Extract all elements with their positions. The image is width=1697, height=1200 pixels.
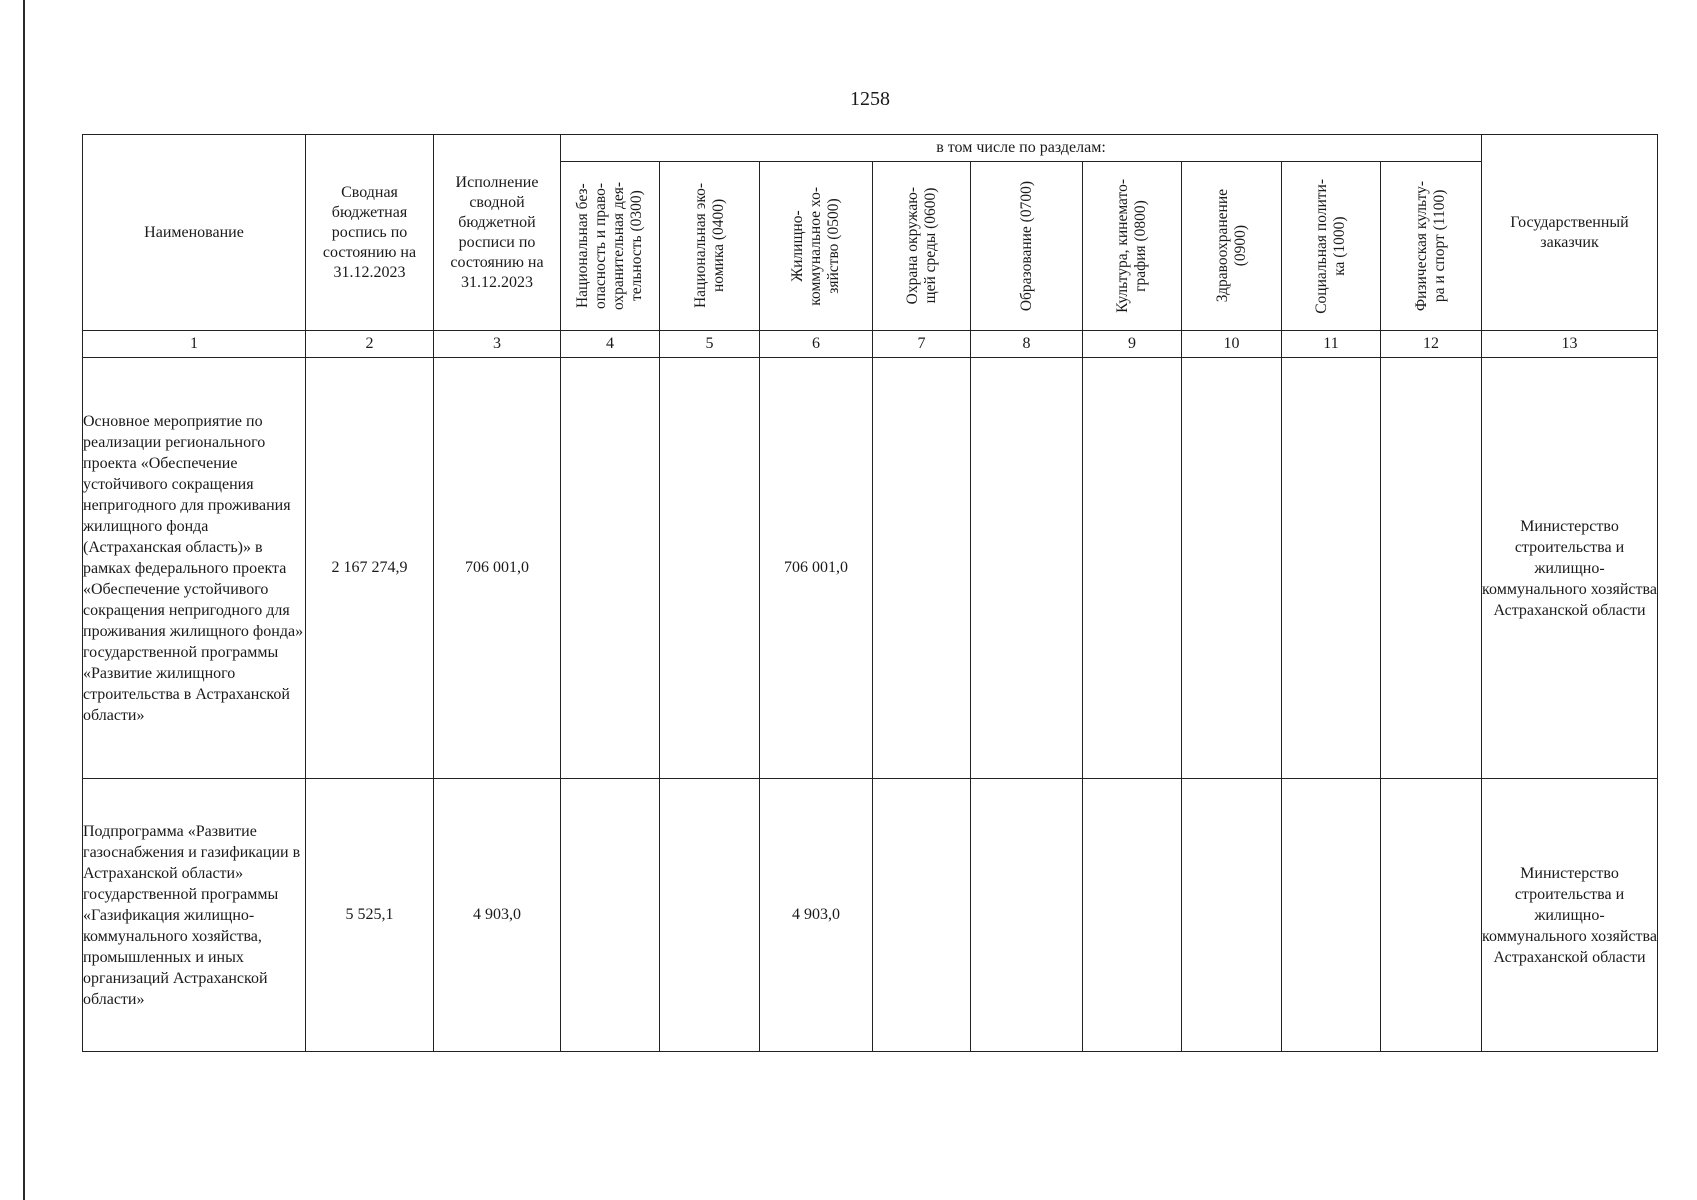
header-section-0600: Охрана окружаю- щей среды (0600) bbox=[873, 162, 971, 331]
header-section-0800: Культура, кинемато- графия (0800) bbox=[1083, 162, 1182, 331]
column-number: 11 bbox=[1282, 331, 1381, 358]
row-section-0400 bbox=[660, 779, 760, 1052]
column-number: 8 bbox=[971, 331, 1083, 358]
header-section-0300: Национальная без- опасность и право- охранительная дея- тельность (0300) bbox=[561, 162, 660, 331]
row-section-1100 bbox=[1381, 779, 1482, 1052]
row-section-0500: 4 903,0 bbox=[760, 779, 873, 1052]
row-section-0700 bbox=[971, 358, 1083, 779]
row-consolidated: 5 525,1 bbox=[306, 779, 434, 1052]
row-section-1000 bbox=[1282, 779, 1381, 1052]
row-customer: Министерство строительства и жилищно-коммунального хозяйства Астраханской области bbox=[1482, 779, 1658, 1052]
column-number: 6 bbox=[760, 331, 873, 358]
row-section-0300 bbox=[561, 358, 660, 779]
row-section-0400 bbox=[660, 358, 760, 779]
row-section-0500: 706 001,0 bbox=[760, 358, 873, 779]
header-section-1000: Социальная полити- ка (1000) bbox=[1282, 162, 1381, 331]
row-section-0300 bbox=[561, 779, 660, 1052]
row-section-0600 bbox=[873, 358, 971, 779]
row-section-1100 bbox=[1381, 358, 1482, 779]
header-execution: Исполнение сводной бюджетной росписи по состоянию на 31.12.2023 bbox=[434, 135, 561, 331]
table-row bbox=[83, 358, 1658, 779]
row-section-0800 bbox=[1083, 779, 1182, 1052]
row-section-0600 bbox=[873, 779, 971, 1052]
row-consolidated: 2 167 274,9 bbox=[306, 358, 434, 779]
column-number: 1 bbox=[83, 331, 306, 358]
page-number: 1258 bbox=[850, 88, 890, 110]
row-section-0900 bbox=[1182, 779, 1282, 1052]
budget-table bbox=[82, 134, 1658, 1052]
column-number: 7 bbox=[873, 331, 971, 358]
row-section-0800 bbox=[1083, 358, 1182, 779]
column-number: 2 bbox=[306, 331, 434, 358]
row-section-1000 bbox=[1282, 358, 1381, 779]
column-number: 12 bbox=[1381, 331, 1482, 358]
header-section-1100: Физическая культу- ра и спорт (1100) bbox=[1381, 162, 1482, 331]
column-numbers-row bbox=[83, 331, 1658, 358]
header-section-0700: Образование (0700) bbox=[971, 162, 1083, 331]
header-sections-group: в том числе по разделам: bbox=[561, 135, 1482, 162]
table-row bbox=[83, 779, 1658, 1052]
column-number: 10 bbox=[1182, 331, 1282, 358]
header-section-0900: Здравоохранение (0900) bbox=[1182, 162, 1282, 331]
row-customer: Министерство строительства и жилищно-коммунального хозяйства Астраханской области bbox=[1482, 358, 1658, 779]
column-number: 4 bbox=[561, 331, 660, 358]
row-execution: 4 903,0 bbox=[434, 779, 561, 1052]
header-section-0500: Жилищно- коммунальное хо- зяйство (0500) bbox=[760, 162, 873, 331]
header-section-0400: Национальная эко- номика (0400) bbox=[660, 162, 760, 331]
row-name: Основное мероприятие по реализации регионального проекта «Обеспечение устойчивого сокращения непригодного для проживания жилищного фонда (Астраханская область)» в рамках федерального проекта «Обеспечение устойчивого сокращения непригодного для проживания жилищного фонда» государственной программы «Развитие жилищного строительства в Астраханской области» bbox=[83, 358, 306, 779]
header-customer: Государственный заказчик bbox=[1482, 135, 1658, 331]
row-section-0900 bbox=[1182, 358, 1282, 779]
scan-left-edge bbox=[23, 0, 25, 1200]
row-execution: 706 001,0 bbox=[434, 358, 561, 779]
column-number: 13 bbox=[1482, 331, 1658, 358]
header-name: Наименование bbox=[83, 135, 306, 331]
header-consolidated: Сводная бюджетная роспись по состоянию на 31.12.2023 bbox=[306, 135, 434, 331]
column-number: 9 bbox=[1083, 331, 1182, 358]
column-number: 5 bbox=[660, 331, 760, 358]
row-section-0700 bbox=[971, 779, 1083, 1052]
column-number: 3 bbox=[434, 331, 561, 358]
row-name: Подпрограмма «Развитие газоснабжения и газификации в Астраханской области» государственной программы «Газификация жилищно-коммунального хозяйства, промышленных и иных организаций Астраханской области» bbox=[83, 779, 306, 1052]
